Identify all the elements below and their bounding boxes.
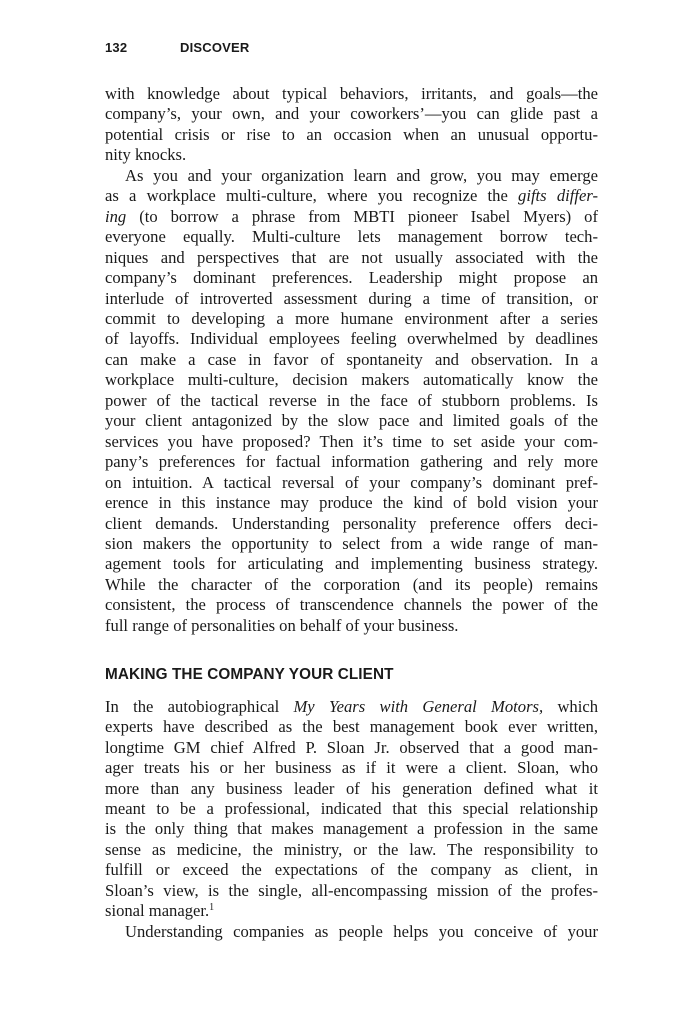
text-run: sional manager. — [105, 901, 210, 921]
text-line: While the character of the corporation (and its people) remains — [105, 574, 598, 594]
text-line: erence in this instance may produce the kind of bold vision your — [105, 493, 598, 513]
chapter-title: DISCOVER — [180, 40, 250, 55]
text-line: can make a case in favor of spontaneity and observation. In a — [105, 349, 598, 369]
page-number: 132 — [105, 40, 128, 55]
text-line: on intuition. A tactical reversal of your company’s dominant pref- — [105, 472, 598, 492]
text-line — [105, 186, 598, 206]
text-line: niques and perspectives that are not usually associated with the — [105, 247, 598, 267]
text-line: is the only thing that makes management a profession in the same — [105, 819, 598, 839]
text-line: everyone equally. Multi-culture lets management borrow tech- — [105, 227, 598, 247]
paragraph-1 — [105, 84, 598, 166]
text-run: which — [543, 696, 598, 716]
text-line: sense as medicine, the ministry, or the law. The responsibility to — [105, 839, 598, 859]
text-line: commit to developing a more humane environment after a series — [105, 308, 598, 328]
text-line: sion makers the opportunity to select from a wide range of man- — [105, 533, 598, 553]
text-line: experts have described as the best management book ever written, — [105, 717, 598, 737]
text-line: workplace multi-culture, decision makers automatically know the — [105, 370, 598, 390]
text-line: agement tools for articulating and implementing business strategy. — [105, 554, 598, 574]
paragraph-4 — [105, 922, 598, 942]
text-line: potential crisis or rise to an occasion when an unusual opportu- — [105, 124, 598, 144]
text-run: In the autobiographical — [105, 696, 294, 716]
text-line: client demands. Understanding personality preference offers deci- — [105, 513, 598, 533]
section-heading: MAKING THE COMPANY YOUR CLIENT — [105, 666, 394, 684]
body-text — [105, 84, 598, 942]
text-line: services you have proposed? Then it’s time to set aside your com- — [105, 431, 598, 451]
text-run: as a workplace multi-culture, where you recognize the — [105, 186, 519, 206]
text-line: nity knocks. — [105, 145, 187, 165]
text-run: (to borrow a phrase from MBTI pioneer Isabel Myers) of — [126, 206, 598, 226]
text-line: more than any business leader of his generation defined what it — [105, 778, 598, 798]
text-line: your client antagonized by the slow pace and limited goals of the — [105, 411, 598, 431]
text-line: pany’s preferences for factual information gathering and rely more — [105, 452, 598, 472]
text-line — [105, 901, 598, 921]
text-line: company’s dominant preferences. Leadership might propose an — [105, 268, 598, 288]
text-line: power of the tactical reverse in the face of stubborn problems. Is — [105, 390, 598, 410]
text-line: interlude of introverted assessment during a time of transition, or — [105, 288, 598, 308]
text-line: As you and your organization learn and grow, you may emerge — [125, 165, 598, 185]
text-line: longtime GM chief Alfred P. Sloan Jr. observed that a good man- — [105, 737, 598, 757]
text-line: company’s, your own, and your coworkers’—you can glide past a — [105, 104, 598, 124]
text-line: fulfill or exceed the expectations of the company as client, in — [105, 860, 598, 880]
footnote-reference[interactable]: 1 — [209, 902, 215, 914]
running-head — [105, 40, 600, 60]
paragraph-3 — [105, 697, 598, 922]
text-line: of layoffs. Individual employees feeling overwhelmed by deadlines — [105, 329, 598, 349]
text-line: meant to be a professional, indicated that this special relationship — [105, 798, 598, 818]
text-line: with knowledge about typical behaviors, irritants, and goals—the — [105, 84, 598, 103]
text-line: full range of personalities on behalf of your business. — [105, 615, 459, 635]
italic-phrase: ing — [105, 206, 127, 226]
book-title: My Years with General Motors, — [293, 696, 544, 716]
text-line — [105, 697, 598, 717]
italic-phrase: gifts differ- — [518, 186, 598, 206]
text-line: Understanding companies as people helps you conceive of your — [125, 921, 598, 941]
text-line: Sloan’s view, is the single, all-encompassing mission of the profes- — [105, 880, 598, 900]
text-line: ager treats his or her business as if it were a client. Sloan, who — [105, 758, 598, 778]
text-line: consistent, the process of transcendence channels the power of the — [105, 595, 598, 615]
paragraph-2 — [105, 166, 598, 636]
text-line — [105, 207, 598, 227]
